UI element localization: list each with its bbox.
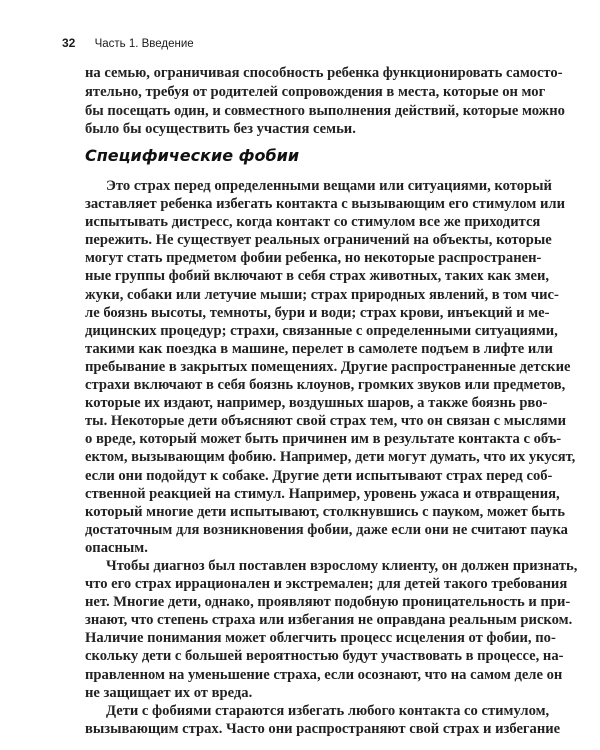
text-line: страхи включают в себя боязнь клоунов, громких звуков или предметов, bbox=[85, 377, 566, 394]
text-line: ятельно, требуя от родителей сопровождения в места, которые он мог bbox=[85, 83, 546, 100]
text-line: о вреде, который может быть причинен им в результате контакта с объ- bbox=[85, 431, 562, 448]
section-heading: Специфические фобии bbox=[85, 146, 300, 165]
running-header bbox=[62, 36, 194, 50]
text-line: достаточным для возникновения фобии, даже если они не считают паука bbox=[85, 521, 568, 538]
text-line: могут стать предметом фобии ребенка, но некоторые распространен- bbox=[85, 250, 542, 267]
text-line: заставляет ребенка избегать контакта с вызывающим его стимулом или bbox=[85, 196, 565, 213]
text-line: вызывающим страх. Часто они распространяют свой страх и избегание bbox=[85, 720, 561, 737]
text-line: Наличие понимания может облегчить процесс исцеления от фобии, по- bbox=[85, 630, 556, 647]
paragraph bbox=[85, 702, 561, 738]
text-line: знают, что степень страха или избегания не оправдана реальным риском. bbox=[85, 612, 573, 629]
text-line: скольку дети с большей вероятностью будут участвовать в процессе, на- bbox=[85, 648, 564, 665]
text-line: Дети с фобиями стараются избегать любого контакта со стимулом, bbox=[106, 702, 550, 719]
text-line: Это страх перед определенными вещами или ситуациями, который bbox=[106, 178, 552, 194]
running-title: Часть 1. Введение bbox=[94, 38, 194, 50]
intro-paragraph bbox=[85, 64, 565, 139]
text-line: ственной реакцией на стимул. Например, уровень ужаса и отвращения, bbox=[85, 485, 560, 502]
page-number: 32 bbox=[62, 36, 76, 50]
text-line: нет. Многие дети, однако, проявляют подобную проницательность и при- bbox=[85, 594, 571, 611]
text-line: что его страх иррационален и экстремален; для детей такого требования bbox=[85, 576, 568, 593]
text-line: бы посещать один, и совместного выполнения действий, которые можно bbox=[85, 102, 565, 119]
text-line: пребывание в закрытых помещениях. Другие распространенные детские bbox=[85, 358, 571, 375]
text-line: пережить. Не существует реальных ограничений на объекты, которые bbox=[85, 232, 552, 249]
text-line: ные группы фобий включают в себя страх животных, таких как змеи, bbox=[85, 268, 550, 285]
text-line: дицинских процедур; страхи, связанные с определенными ситуациями, bbox=[85, 322, 558, 339]
text-line: не защищает их от вреда. bbox=[85, 684, 253, 701]
paragraph bbox=[85, 177, 576, 557]
text-line: правленном на уменьшение страха, если осознают, что на самом деле он bbox=[85, 666, 563, 683]
text-line: жуки, собаки или летучие мыши; страх природных явлений, в том чис- bbox=[85, 286, 559, 303]
text-line: опасным. bbox=[85, 539, 148, 556]
text-line: ле боязнь высоты, темноты, бури и води; страх крови, инъекций и ме- bbox=[85, 304, 550, 321]
paragraph bbox=[85, 557, 578, 702]
text-line: если они подойдут к собаке. Другие дети испытывают страх перед соб- bbox=[85, 467, 553, 484]
text-line: которые их издают, например, воздушных шаров, а также боязнь рво- bbox=[85, 395, 548, 412]
text-line: ты. Некоторые дети объясняют свой страх тем, что он связан с мыслями bbox=[85, 413, 567, 430]
text-line: испытывать дистресс, когда контакт со стимулом все же приходится bbox=[85, 214, 541, 231]
text-line: на семью, ограничивая способность ребенка функционировать самосто- bbox=[85, 65, 563, 81]
text-line: который многие дети испытывают, столкнувшись с пауком, может быть bbox=[85, 503, 565, 520]
text-line: было бы осуществить без участия семьи. bbox=[85, 121, 356, 138]
section-body bbox=[85, 177, 578, 738]
text-line: такими как поездка в машине, перелет в самолете подъем в лифте или bbox=[85, 340, 553, 357]
text-line: Чтобы диагноз был поставлен взрослому клиенту, он должен признать, bbox=[106, 557, 578, 574]
text-line: ектом, вызывающим фобию. Например, дети могут думать, что их укусят, bbox=[85, 449, 576, 466]
